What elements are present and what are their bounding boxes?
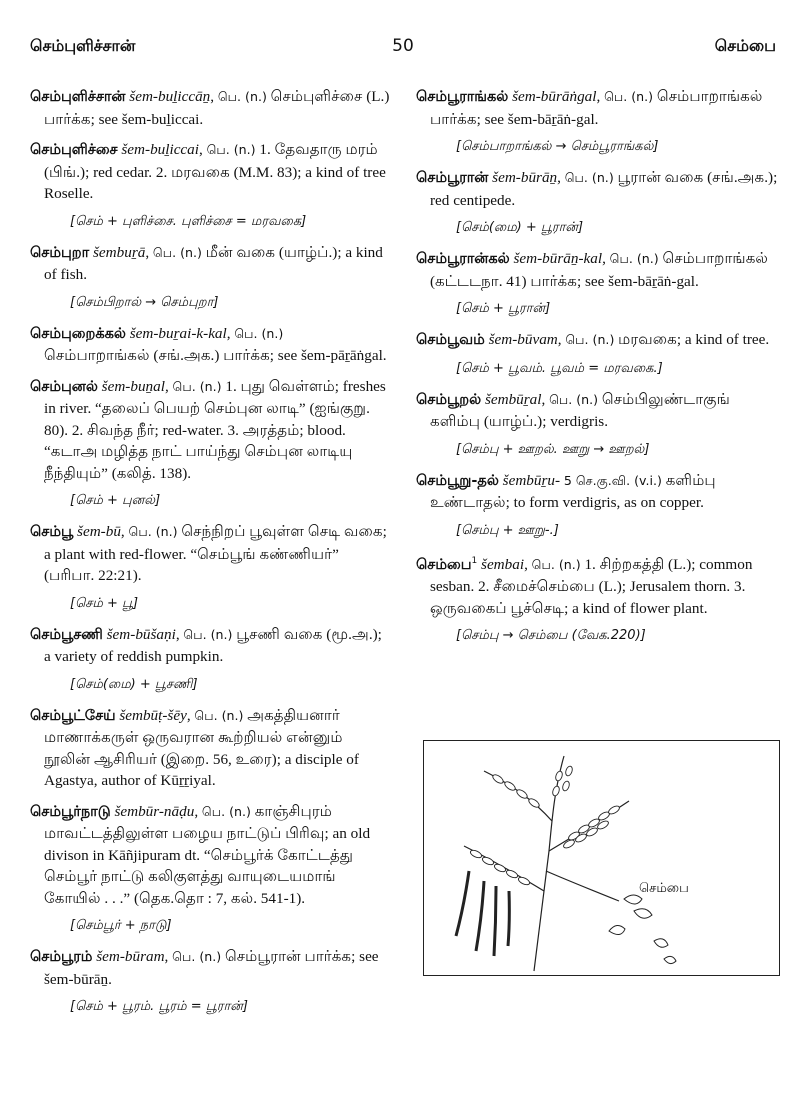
- definition: செம்பாறாங்கல் பார்க்க; see šem-bāṟāṅ-gal.: [430, 88, 763, 128]
- definition: செந்நிறப் பூவுள்ள செடி வகை; a plant with red-flower. “செம்பூங் கண்ணியர்” (பரிபா. 22:21).: [44, 523, 387, 584]
- etymology: [செம் + புளிச்சை. புளிச்சை = மரவகை]: [70, 213, 307, 229]
- part-of-speech: பெ. (n.): [172, 949, 222, 964]
- transliteration: šem-buṟai-k-kal: [129, 324, 227, 342]
- running-head-right: செம்பை: [714, 36, 776, 55]
- transliteration: šembūṟu-: [502, 471, 561, 489]
- part-of-speech: பெ. (n.): [565, 332, 615, 347]
- headword: செம்பூர்நாடு: [30, 803, 111, 820]
- dictionary-entry: செம்பூராங்கல் šem-būrāṅgal, பெ. (n.) செம்பாறாங்கல் பார்க்க; see šem-bāṟāṅ-gal.: [416, 88, 763, 128]
- definition: மீன் வகை (யாழ்ப்.); a kind of fish.: [44, 243, 383, 283]
- headword: செம்பூட்சேய்: [30, 707, 116, 724]
- etymology: [செம் + புனல்]: [70, 493, 161, 508]
- headword: செம்பூவம்: [416, 332, 485, 348]
- leaflets: [469, 765, 620, 886]
- part-of-speech: பெ. (n.): [128, 524, 178, 539]
- page-header: [30, 36, 776, 62]
- left-column: [30, 86, 390, 1027]
- part-of-speech: பெ. (n.): [234, 325, 284, 341]
- transliteration: šem-būšaṇi: [106, 625, 176, 643]
- headword: செம்புளிச்சை: [30, 142, 118, 158]
- part-of-speech: பெ. (n.): [609, 251, 659, 266]
- dictionary-entry: செம்பூரான் šem-būrāṉ, பெ. (n.) பூரான் வகை (சங்.அக.); red centipede.: [416, 169, 778, 209]
- etymology: [செம்(மை) + பூரான்]: [456, 220, 584, 235]
- definition: 1. புது வெள்ளம்; freshes in river. “தலைப் பெயற் செம்புன லாடி” (ஐங்குறு. 80). 2. சிவந்த நீர்; red-water. 3. அரத்தம்; blood. “கடாஅ மழித்த நாட் பாய்ந்து செம்புன லாடியு நீந்தியும்” (கலித். 138).: [44, 377, 386, 482]
- figure-caption: செம்பை: [639, 881, 689, 896]
- definition: செம்பாறாங்கல் (சங்.அக.) பார்க்க; see šem-pāṟāṅgal.: [44, 347, 387, 364]
- headword: செம்புளிச்சான்: [30, 89, 126, 105]
- headword: செம்பூராங்கல்: [416, 89, 509, 105]
- transliteration: šem-būram: [96, 948, 165, 965]
- transliteration: šem-būrāṅgal: [512, 88, 597, 105]
- part-of-speech: பெ. (n.): [564, 170, 614, 185]
- dictionary-entry: செம்புளிச்சை šem-buḻiccai, பெ. (n.) 1. தேவதாரு மரம் (பிங்.); red cedar. 2. மரவகை (M.M. 83); a kind of tree Roselle.: [30, 141, 386, 202]
- part-of-speech: 5 செ.கு.வி. (v.i.): [563, 472, 662, 488]
- dictionary-entry: செம்பூ šem-bū, பெ. (n.) செந்நிறப் பூவுள்ள செடி வகை; a plant with red-flower. “செம்பூங் கண்ணியர்” (பரிபா. 22:21).: [30, 523, 387, 584]
- headword: செம்புனல்: [30, 378, 98, 395]
- definition: பூசணி வகை (மூ.அ.); a variety of reddish pumpkin.: [44, 625, 382, 665]
- etymology: [செம்(மை) + பூசணி]: [70, 676, 198, 692]
- headword: செம்பூறல்: [416, 391, 482, 408]
- etymology: [செம்பாறாங்கல் → செம்பூராங்கல்]: [456, 139, 659, 154]
- transliteration: šem-būrāṉ-kal: [513, 250, 603, 267]
- transliteration: šembūṭ-šēy: [119, 706, 187, 724]
- dictionary-entry: செம்பூர்நாடு šembūr-nāḍu, பெ. (n.) காஞ்சிபுரம் மாவட்டத்திலுள்ள பழைய நாட்டுப் பிரிவு; an old divison in Kāñjipuram dt. “செம்பூர்க் கோட்டத்து செம்பூர் நாட்டு கலிகுளத்து வாயுடையமாங் கோயில் . . .” (தெக.தொ : 7, கல். 541-1).: [30, 802, 371, 907]
- plant-illustration-frame: [423, 740, 780, 976]
- etymology: [செம்பு + ஊறு-.]: [456, 522, 559, 538]
- sesban-plant-drawing: [424, 741, 779, 975]
- headword: செம்பூசணி: [30, 626, 103, 643]
- transliteration: šem-buṉal: [101, 377, 165, 395]
- etymology: [செம்பு → செம்பை (வேக.220)]: [456, 628, 646, 644]
- etymology: [செம் + பூவம். பூவம் = மரவகை.]: [456, 360, 663, 376]
- etymology: [செம் + பூரான்]: [456, 301, 551, 316]
- part-of-speech: பெ. (n.): [206, 142, 256, 157]
- dictionary-entry: செம்பூரம் šem-būram, பெ. (n.) செம்பூரான் பார்க்க; see šem-būrāṉ.: [30, 948, 379, 988]
- transliteration: šembūr-nāḍu: [114, 802, 195, 820]
- dictionary-entry: செம்பை$^1$ šembai, பெ. (n.) 1. சிற்றகத்தி (L.); common sesban. 2. சீமைச்செம்பை (L.); Jerusalem thorn. 3. ஒருவகைப் பூச்செடி; a kind of flower plant.: [416, 555, 753, 617]
- transliteration: šem-buḻiccāṉ: [129, 88, 211, 105]
- definition: செம்பாறாங்கல் (கட்டடநா. 41) பார்க்க; see šem-bāṟāṅ-gal.: [430, 250, 769, 290]
- definition: அகத்தியனார் மாணாக்கருள் ஒருவரான கூற்றியல் என்னும் நூலின் ஆசிரியர் (இறை. 56, உரை); a disciple of Agastya, author of Kūṟṟiyal.: [44, 706, 359, 789]
- definition: செம்பிலுண்டாகுங் களிம்பு (யாழ்ப்.); verdigris.: [430, 390, 730, 430]
- transliteration: šem-būvam: [488, 331, 558, 348]
- definition: 1. சிற்றகத்தி (L.); common sesban. 2. சீமைச்செம்பை (L.); Jerusalem thorn. 3. ஒருவகைப் பூச்செடி; a kind of flower plant.: [430, 555, 753, 617]
- etymology: [செம் + பூ]: [70, 595, 139, 611]
- headword: செம்புறா: [30, 244, 90, 261]
- running-head-left: செம்புளிச்சான்: [30, 36, 136, 55]
- part-of-speech: பெ. (n.): [549, 391, 599, 407]
- definition: செம்புளிச்சை (L.) பார்க்க; see šem-buḻiccai.: [44, 88, 390, 128]
- dictionary-entry: செம்புறா šembuṟā, பெ. (n.) மீன் வகை (யாழ்ப்.); a kind of fish.: [30, 243, 383, 283]
- headword: செம்பூ: [30, 524, 74, 540]
- transliteration: šembuṟā: [93, 243, 146, 261]
- headword: செம்புறைக்கல்: [30, 325, 126, 342]
- dictionary-entry: செம்பூட்சேய் šembūṭ-šēy, பெ. (n.) அகத்தியனார் மாணாக்கருள் ஒருவரான கூற்றியல் என்னும் நூலின் ஆசிரியர் (இறை. 56, உரை); a disciple of Agastya, author of Kūṟṟiyal.: [30, 706, 359, 789]
- part-of-speech: பெ. (n.): [217, 89, 267, 104]
- page-number: 50: [392, 36, 414, 56]
- dictionary-entry: செம்புறைக்கல் šem-buṟai-k-kal, பெ. (n.) செம்பாறாங்கல் (சங்.அக.) பார்க்க; see šem-pāṟāṅgal.: [30, 324, 387, 364]
- dictionary-entry: செம்பூறல் šembūṟal, பெ. (n.) செம்பிலுண்டாகுங் களிம்பு (யாழ்ப்.); verdigris.: [416, 390, 730, 430]
- definition: களிம்பு உண்டாதல்; to form verdigris, as on copper.: [430, 471, 716, 511]
- transliteration: šem-bū: [77, 523, 121, 540]
- definition: 1. தேவதாரு மரம் (பிங்.); red cedar. 2. மரவகை (M.M. 83); a kind of tree Roselle.: [44, 141, 386, 202]
- transliteration: šem-būrāṉ: [492, 169, 558, 186]
- part-of-speech: பெ. (n.): [531, 556, 581, 572]
- headword: செம்பூரான்: [416, 170, 489, 186]
- dictionary-entry: செம்புனல் šem-buṉal, பெ. (n.) 1. புது வெள்ளம்; freshes in river. “தலைப் பெயற் செம்புன லாடி” (ஐங்குறு. 80). 2. சிவந்த நீர்; red-water. 3. அரத்தம்; blood. “கடாஅ மழித்த நாட் பாய்ந்து செம்புன லாடியு நீந்தியும்” (கலித். 138).: [30, 377, 386, 482]
- part-of-speech: பெ. (n.): [183, 626, 233, 642]
- headword: செம்பூரான்கல்: [416, 251, 510, 267]
- definition: காஞ்சிபுரம் மாவட்டத்திலுள்ள பழைய நாட்டுப் பிரிவு; an old divison in Kāñjipuram dt. “செம்பூர்க் கோட்டத்து செம்பூர் நாட்டு கலிகுளத்து வாயுடையமாங் கோயில் . . .” (தெக.தொ : 7, கல். 541-1).: [44, 802, 371, 907]
- part-of-speech: பெ. (n.): [194, 707, 244, 723]
- etymology: [செம் + பூரம். பூரம் = பூரான்]: [70, 999, 248, 1014]
- homonym-number: 1: [471, 555, 478, 566]
- headword: செம்பூறு-தல்: [416, 472, 499, 489]
- dictionary-entry: செம்புளிச்சான் šem-buḻiccāṉ, பெ. (n.) செம்புளிச்சை (L.) பார்க்க; see šem-buḻiccai.: [30, 88, 390, 128]
- etymology: [செம்பு + ஊறல். ஊறு → ஊறல்]: [456, 441, 650, 457]
- headword: செம்பூரம்: [30, 949, 93, 965]
- transliteration: šembai: [481, 555, 525, 573]
- part-of-speech: பெ. (n.): [604, 89, 654, 104]
- dictionary-entry: செம்பூரான்கல் šem-būrāṉ-kal, பெ. (n.) செம்பாறாங்கல் (கட்டடநா. 41) பார்க்க; see šem-bāṟāṅ-gal.: [416, 250, 769, 290]
- definition: பூரான் வகை (சங்.அக.); red centipede.: [430, 169, 778, 209]
- part-of-speech: பெ. (n.): [201, 803, 251, 819]
- part-of-speech: பெ. (n.): [172, 378, 222, 394]
- definition: மரவகை; a kind of tree.: [618, 331, 770, 348]
- dictionary-entry: செம்பூசணி šem-būšaṇi, பெ. (n.) பூசணி வகை (மூ.அ.); a variety of reddish pumpkin.: [30, 625, 382, 665]
- dictionary-entry: [416, 470, 780, 514]
- right-column: [416, 86, 780, 656]
- definition: செம்பூரான் பார்க்க; see šem-būrāṉ.: [44, 948, 379, 988]
- etymology: [செம்பிறால் → செம்புறா]: [70, 294, 219, 310]
- flowers: [609, 895, 676, 964]
- transliteration: šem-buḻiccai: [121, 141, 199, 158]
- headword: செம்பை: [416, 556, 472, 573]
- transliteration: šembūṟal: [484, 390, 542, 408]
- part-of-speech: பெ. (n.): [152, 244, 202, 260]
- etymology: [செம்பூர் + நாடு]: [70, 918, 172, 933]
- seed-pods: [456, 871, 509, 956]
- dictionary-entry: செம்பூவம் šem-būvam, பெ. (n.) மரவகை; a kind of tree.: [416, 331, 770, 348]
